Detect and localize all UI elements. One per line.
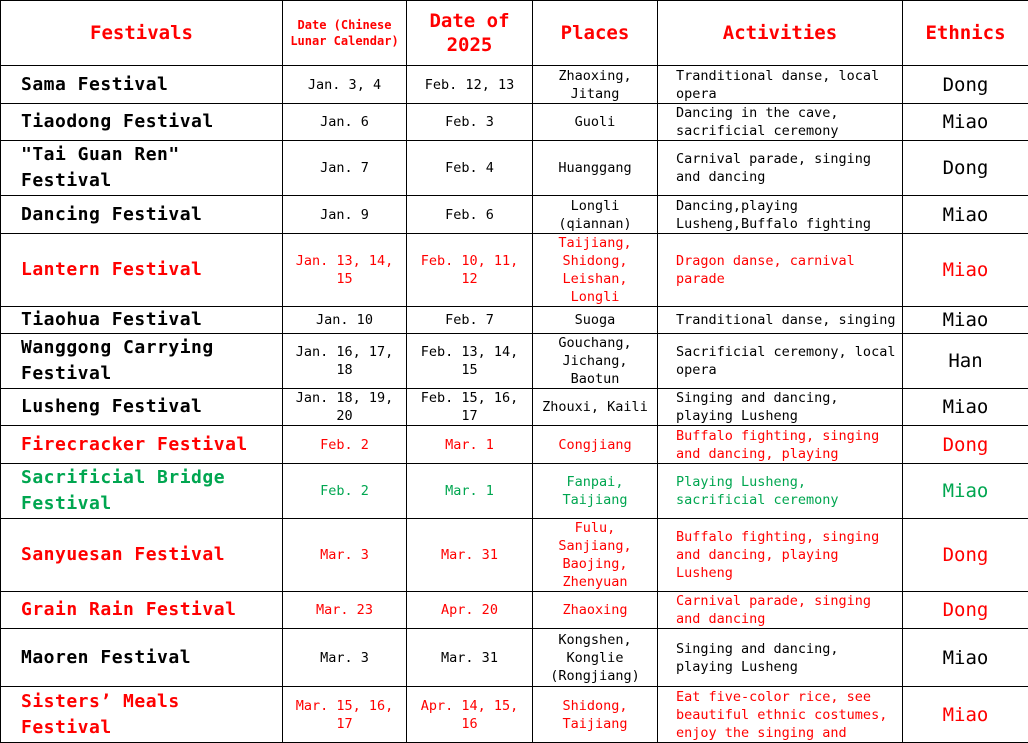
lunar-date: Jan. 10 bbox=[283, 307, 407, 334]
date-2025: Feb. 7 bbox=[407, 307, 533, 334]
places: Suoga bbox=[533, 307, 658, 334]
lunar-date: Jan. 13, 14, 15 bbox=[283, 234, 407, 307]
festival-name: Sacrificial Bridge Festival bbox=[1, 464, 283, 519]
festival-name: Maoren Festival bbox=[1, 629, 283, 687]
places: Zhouxi, Kaili bbox=[533, 389, 658, 426]
festival-name: Tiaodong Festival bbox=[1, 104, 283, 141]
places: Fulu, Sanjiang, Baojing, Zhenyuan bbox=[533, 519, 658, 592]
festival-name: Grain Rain Festival bbox=[1, 592, 283, 629]
places: Congjiang bbox=[533, 426, 658, 464]
activities: Tranditional danse, local opera bbox=[658, 66, 903, 104]
date-2025: Feb. 15, 16, 17 bbox=[407, 389, 533, 426]
activities: Carnival parade, singing and dancing bbox=[658, 141, 903, 196]
ethnic: Miao bbox=[903, 464, 1028, 519]
activities: Buffalo fighting, singing and dancing, playing Lusheng bbox=[658, 519, 903, 592]
festival-name: Sama Festival bbox=[1, 66, 283, 104]
activities: Singing and dancing, playing Lusheng bbox=[658, 629, 903, 687]
ethnic: Dong bbox=[903, 141, 1028, 196]
table-row bbox=[1, 519, 1028, 592]
activities: Sacrificial ceremony, local opera bbox=[658, 334, 903, 389]
date-2025: Mar. 1 bbox=[407, 426, 533, 464]
date-2025: Feb. 3 bbox=[407, 104, 533, 141]
places: Fanpai, Taijiang bbox=[533, 464, 658, 519]
ethnic: Dong bbox=[903, 66, 1028, 104]
lunar-date: Mar. 3 bbox=[283, 519, 407, 592]
places: Kongshen, Konglie (Rongjiang) bbox=[533, 629, 658, 687]
ethnic: Miao bbox=[903, 307, 1028, 334]
places: Longli (qiannan) bbox=[533, 196, 658, 234]
lunar-date: Jan. 18, 19, 20 bbox=[283, 389, 407, 426]
header-lunar-date: Date (Chinese Lunar Calendar) bbox=[283, 1, 407, 66]
table-row bbox=[1, 687, 1028, 743]
date-2025: Feb. 13, 14, 15 bbox=[407, 334, 533, 389]
lunar-date: Jan. 3, 4 bbox=[283, 66, 407, 104]
header-activities: Activities bbox=[658, 1, 903, 66]
lunar-date: Jan. 16, 17, 18 bbox=[283, 334, 407, 389]
festival-name: "Tai Guan Ren" Festival bbox=[1, 141, 283, 196]
header-row bbox=[1, 1, 1028, 66]
activities: Dancing in the cave, sacrificial ceremony bbox=[658, 104, 903, 141]
table-row bbox=[1, 66, 1028, 104]
lunar-date: Feb. 2 bbox=[283, 426, 407, 464]
places: Gouchang, Jichang, Baotun bbox=[533, 334, 658, 389]
activities: Playing Lusheng, sacrificial ceremony bbox=[658, 464, 903, 519]
ethnic: Miao bbox=[903, 629, 1028, 687]
ethnic: Miao bbox=[903, 687, 1028, 743]
festival-name: Sisters’ Meals Festival bbox=[1, 687, 283, 743]
places: Guoli bbox=[533, 104, 658, 141]
table-row bbox=[1, 307, 1028, 334]
places: Zhaoxing bbox=[533, 592, 658, 629]
lunar-date: Mar. 3 bbox=[283, 629, 407, 687]
table-row bbox=[1, 464, 1028, 519]
lunar-date: Jan. 7 bbox=[283, 141, 407, 196]
date-2025: Mar. 31 bbox=[407, 519, 533, 592]
date-2025: Mar. 1 bbox=[407, 464, 533, 519]
table-row bbox=[1, 196, 1028, 234]
table-row bbox=[1, 104, 1028, 141]
festival-name: Tiaohua Festival bbox=[1, 307, 283, 334]
table-row bbox=[1, 234, 1028, 307]
ethnic: Miao bbox=[903, 234, 1028, 307]
festival-name: Wanggong Carrying Festival bbox=[1, 334, 283, 389]
header-ethnics: Ethnics bbox=[903, 1, 1028, 66]
ethnic: Miao bbox=[903, 104, 1028, 141]
ethnic: Han bbox=[903, 334, 1028, 389]
festival-name: Sanyuesan Festival bbox=[1, 519, 283, 592]
date-2025: Feb. 10, 11, 12 bbox=[407, 234, 533, 307]
festival-name: Lantern Festival bbox=[1, 234, 283, 307]
activities: Dragon danse, carnival parade bbox=[658, 234, 903, 307]
activities: Buffalo fighting, singing and dancing, playing bbox=[658, 426, 903, 464]
date-2025: Feb. 6 bbox=[407, 196, 533, 234]
date-2025: Apr. 20 bbox=[407, 592, 533, 629]
header-places: Places bbox=[533, 1, 658, 66]
lunar-date: Feb. 2 bbox=[283, 464, 407, 519]
lunar-date: Jan. 6 bbox=[283, 104, 407, 141]
activities: Tranditional danse, singing bbox=[658, 307, 903, 334]
table-row bbox=[1, 334, 1028, 389]
festival-name: Dancing Festival bbox=[1, 196, 283, 234]
header-festivals: Festivals bbox=[1, 1, 283, 66]
places: Zhaoxing, Jitang bbox=[533, 66, 658, 104]
activities: Dancing,playing Lusheng,Buffalo fighting bbox=[658, 196, 903, 234]
ethnic: Miao bbox=[903, 389, 1028, 426]
places: Taijiang, Shidong, Leishan, Longli bbox=[533, 234, 658, 307]
header-date-2025: Date of 2025 bbox=[407, 1, 533, 66]
ethnic: Miao bbox=[903, 196, 1028, 234]
date-2025: Feb. 4 bbox=[407, 141, 533, 196]
table-row bbox=[1, 592, 1028, 629]
date-2025: Feb. 12, 13 bbox=[407, 66, 533, 104]
lunar-date: Mar. 23 bbox=[283, 592, 407, 629]
ethnic: Dong bbox=[903, 426, 1028, 464]
festival-name: Firecracker Festival bbox=[1, 426, 283, 464]
table-row bbox=[1, 141, 1028, 196]
ethnic: Dong bbox=[903, 592, 1028, 629]
date-2025: Apr. 14, 15, 16 bbox=[407, 687, 533, 743]
places: Huanggang bbox=[533, 141, 658, 196]
places: Shidong, Taijiang bbox=[533, 687, 658, 743]
table-row bbox=[1, 389, 1028, 426]
table-row bbox=[1, 629, 1028, 687]
date-2025: Mar. 31 bbox=[407, 629, 533, 687]
lunar-date: Mar. 15, 16, 17 bbox=[283, 687, 407, 743]
festival-name: Lusheng Festival bbox=[1, 389, 283, 426]
activities: Eat five-color rice, see beautiful ethnic costumes, enjoy the singing and bbox=[658, 687, 903, 743]
activities: Carnival parade, singing and dancing bbox=[658, 592, 903, 629]
activities: Singing and dancing, playing Lusheng bbox=[658, 389, 903, 426]
table-row bbox=[1, 426, 1028, 464]
lunar-date: Jan. 9 bbox=[283, 196, 407, 234]
ethnic: Dong bbox=[903, 519, 1028, 592]
